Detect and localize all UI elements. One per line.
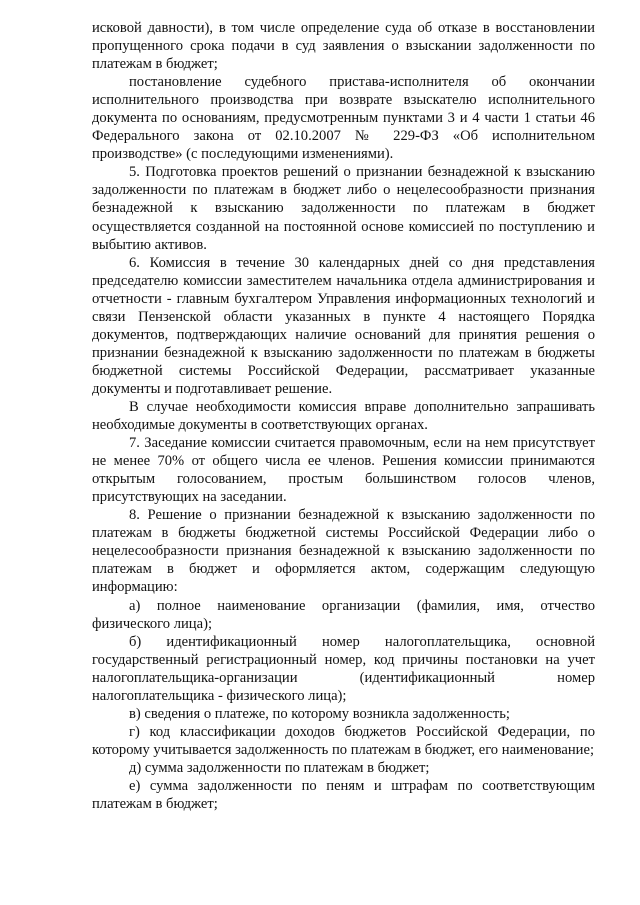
paragraph-request-documents: В случае необходимости комиссия вправе дополнительно запрашивать необходимые документы в соответствующих органах. — [92, 398, 595, 434]
list-item-b: б) идентификационный номер налогоплательщика, основной государственный регистрационный номер, код причины постановки на учет налогоплательщика-организации (идентификационный номер налогоплательщика - физического лица); — [92, 633, 595, 704]
paragraph-item-5: 5. Подготовка проектов решений о признании безнадежной к взысканию задолженности по платежам в бюджет либо о нецелесообразности признания безнадежной к взысканию задолженности по платежам в бюджет осуществляется созданной на постоянной основе комиссией по поступлению и выбытию активов. — [92, 164, 595, 253]
paragraph-limitation-continuation: исковой давности), в том числе определение суда об отказе в восстановлении пропущенного срока подачи в суд заявления о взыскании задолженности по платежам в бюджет; — [92, 20, 595, 73]
list-item-d: д) сумма задолженности по платежам в бюджет; — [129, 759, 430, 776]
list-item-a: а) полное наименование организации (фамилия, имя, отчество физического лица); — [92, 597, 595, 632]
list-item-g: г) код классификации доходов бюджетов Российской Федерации, по которому учитывается задолженность по платежам в бюджет, его наименование; — [92, 723, 595, 758]
list-item-e: е) сумма задолженности по пеням и штрафам по соответствующим платежам в бюджет; — [92, 777, 595, 813]
paragraph-item-6: 6. Комиссия в течение 30 календарных дней со дня представления председателю комиссии заместителем начальника отдела администрирования и отчетности - главным бухгалтером Управления информационных технологий и связи Пензенской области указанных в пункте 4 настоящего Порядка документов, подтверждающих наличие оснований для принятия решения о признании безнадежной к взысканию задолженности по платежам в бюджеты бюджетной системы Российской Федерации, рассматривает указанные документы и подготавливает решение. — [92, 254, 595, 397]
list-item-v: в) сведения о платеже, по которому возникла задолженность; — [129, 705, 510, 722]
paragraph-item-8: 8. Решение о признании безнадежной к взысканию задолженности по платежам в бюджеты бюджетной системы Российской Федерации либо о нецелесообразности признания безнадежной к взысканию задолженности по платежам в бюджет и оформляется актом, содержащим следующую информацию: — [92, 507, 595, 596]
paragraph-bailiff-resolution: постановление судебного пристава-исполнителя об окончании исполнительного производства при возврате взыскателю исполнительного документа по основаниям, предусмотренным пунктами 3 и 4 части 1 статьи 46 Федерального закона от 02.10.2007 № 229-ФЗ «Об исполнительном производстве» (с последующими изменениями). — [92, 74, 595, 163]
paragraph-item-7: 7. Заседание комиссии считается правомочным, если на нем присутствует не менее 70% от общего числа ее членов. Решения комиссии принимаются открытым голосованием, простым большинством голосов членов, присутствующих на заседании. — [92, 435, 595, 506]
document-body — [92, 19, 595, 813]
